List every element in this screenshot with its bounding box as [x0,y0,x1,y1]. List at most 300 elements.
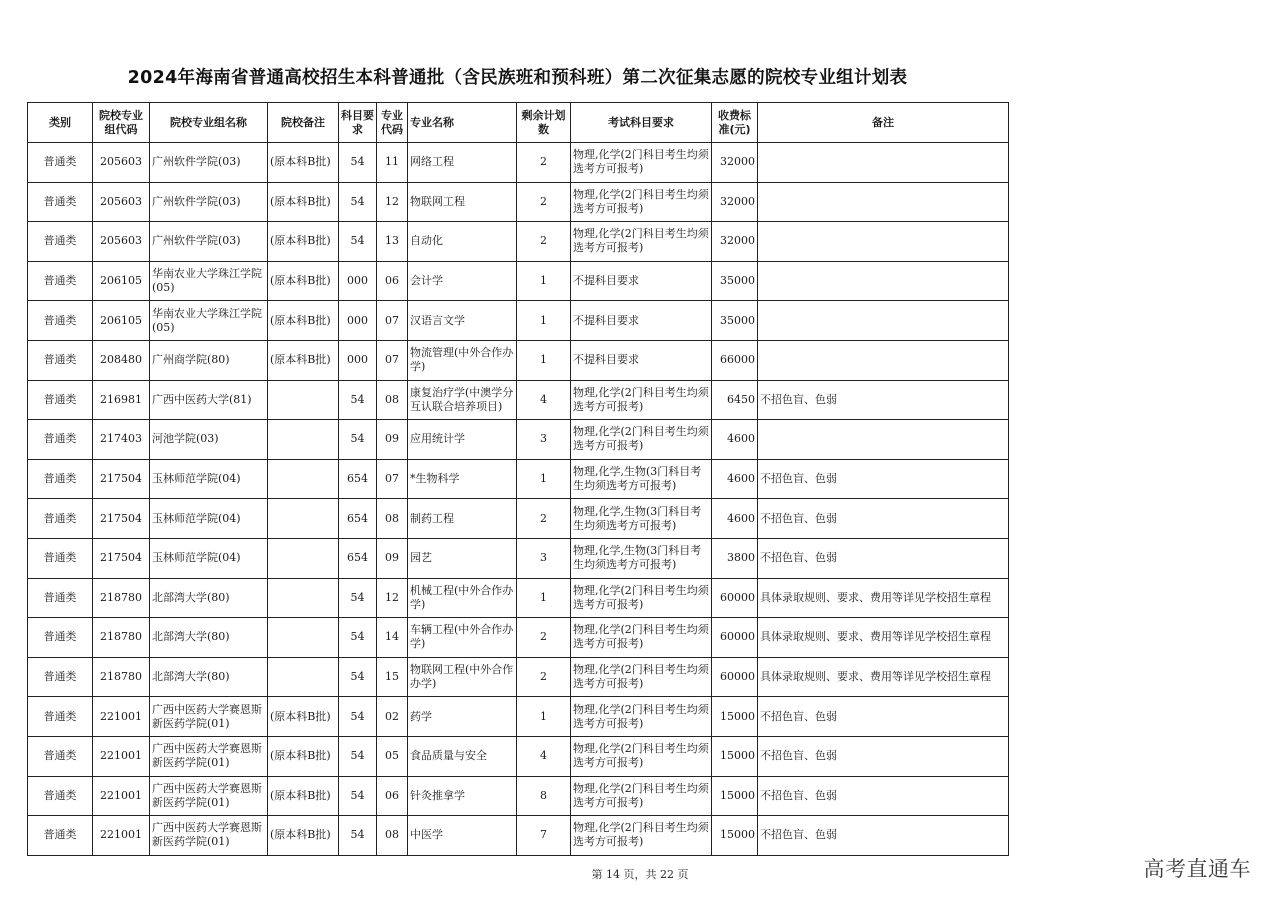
cell-school-note [268,736,339,776]
cell-subject-req-text: 54 [350,432,365,446]
cell-remaining [517,261,571,301]
cell-group-code-text: 206105 [100,313,142,327]
cell-fee [712,222,758,262]
cell-school-note [268,182,339,222]
cell-exam-req-text: 物理,化学(2门科目考生均须选考方可报考) [573,187,709,215]
table-header-row [28,103,1009,143]
cell-exam-req [571,261,712,301]
cell-group-name-text: 玉林师范学院(04) [152,511,241,525]
cell-exam-req-text: 物理,化学(2门科目考生均须选考方可报考) [573,583,709,611]
cell-fee [712,420,758,460]
cell-group-code-text: 217504 [100,551,142,565]
cell-group-code-text: 205603 [100,194,142,208]
cell-major-code-text: 08 [385,511,399,525]
cell-exam-req [571,538,712,578]
cell-major-name-text: 车辆工程(中外合作办学) [410,623,514,651]
cell-fee [712,499,758,539]
cell-major-name [408,340,517,380]
cell-remarks-text: 不招色盲、色弱 [760,511,837,525]
cell-subject-req-text: 54 [350,670,365,684]
cell-fee [712,578,758,618]
cell-major-code [377,261,408,301]
cell-remarks-text: 不招色盲、色弱 [760,828,837,842]
cell-group-code [93,143,150,183]
cell-major-name [408,657,517,697]
cell-major-name-text: 机械工程(中外合作办学) [410,583,514,611]
cell-category-text: 普通类 [43,472,77,486]
cell-group-name [150,736,268,776]
cell-remarks-text: 不招色盲、色弱 [760,472,837,486]
cell-subject-req [339,657,377,697]
cell-group-code-text: 218780 [100,630,142,644]
cell-remaining-text: 4 [540,392,547,406]
cell-school-note [268,340,339,380]
cell-fee [712,816,758,856]
cell-exam-req-text: 物理,化学,生物(3门科目考生均须选考方可报考) [573,465,702,493]
cell-group-code-text: 217504 [100,511,142,525]
cell-category [28,816,93,856]
cell-fee-text: 4600 [727,432,755,446]
cell-fee-text: 15000 [720,828,755,842]
cell-group-code [93,736,150,776]
cell-school-note [268,222,339,262]
table-row [28,222,1009,262]
cell-exam-req [571,736,712,776]
cell-major-name-text: 中医学 [410,828,443,842]
cell-major-name [408,459,517,499]
cell-major-code-text: 11 [385,155,399,169]
cell-group-name [150,182,268,222]
cell-group-code [93,340,150,380]
cell-remarks [758,578,1009,618]
header-remaining: 剩余计划数 [517,103,571,143]
cell-remaining-text: 2 [540,194,547,208]
cell-subject-req-text: 654 [347,511,368,525]
cell-major-code [377,182,408,222]
cell-group-name [150,143,268,183]
cell-major-code-text: 06 [385,788,399,802]
cell-remaining-text: 2 [540,670,547,684]
cell-exam-req-text: 物理,化学(2门科目考生均须选考方可报考) [573,148,709,176]
cell-major-code [377,143,408,183]
cell-subject-req-text: 000 [347,313,368,327]
cell-exam-req [571,697,712,737]
cell-major-name [408,222,517,262]
cell-major-code [377,459,408,499]
cell-subject-req [339,380,377,420]
cell-remaining-text: 2 [540,234,547,248]
cell-fee [712,697,758,737]
cell-major-code-text: 14 [385,630,399,644]
cell-group-code [93,420,150,460]
cell-major-name-text: *生物科学 [410,472,460,486]
header-exam-req: 考试科目要求 [571,103,712,143]
cell-major-code [377,420,408,460]
cell-school-note-text: (原本科B批) [270,274,331,288]
cell-remaining [517,182,571,222]
cell-category-text: 普通类 [43,788,77,802]
cell-remaining [517,143,571,183]
cell-school-note-text: (原本科B批) [270,234,331,248]
cell-remaining [517,420,571,460]
table-row [28,578,1009,618]
cell-remaining [517,578,571,618]
cell-category [28,657,93,697]
cell-group-code [93,657,150,697]
cell-fee-text: 3800 [727,551,755,565]
cell-major-name-text: 物联网工程(中外合作办学) [410,663,514,691]
cell-fee-text: 15000 [720,709,755,723]
cell-fee-text: 15000 [720,749,755,763]
cell-group-code-text: 208480 [100,353,142,367]
cell-subject-req-text: 54 [350,234,365,248]
cell-category-text: 普通类 [43,155,77,169]
cell-major-name [408,301,517,341]
cell-group-code [93,380,150,420]
cell-category [28,618,93,658]
cell-subject-req [339,143,377,183]
cell-fee [712,261,758,301]
cell-group-code-text: 218780 [100,670,142,684]
cell-fee [712,459,758,499]
cell-remaining-text: 1 [540,472,547,486]
cell-subject-req [339,618,377,658]
cell-exam-req-text: 不提科目要求 [573,313,639,327]
cell-group-code [93,459,150,499]
cell-major-name-text: 康复治疗学(中澳学分互认联合培养项目) [410,385,514,413]
cell-group-code [93,816,150,856]
cell-remaining [517,499,571,539]
cell-major-name [408,261,517,301]
cell-remaining-text: 1 [540,313,547,327]
cell-major-name-text: 药学 [410,709,432,723]
cell-major-name-text: 食品质量与安全 [410,749,487,763]
cell-fee [712,736,758,776]
header-category: 类别 [28,103,93,143]
cell-fee-text: 32000 [720,155,755,169]
cell-major-code-text: 07 [385,313,399,327]
header-major-name: 专业名称 [408,103,517,143]
cell-school-note [268,578,339,618]
cell-major-code-text: 12 [385,194,399,208]
cell-remarks [758,301,1009,341]
cell-subject-req [339,816,377,856]
cell-exam-req [571,816,712,856]
cell-major-code-text: 12 [385,590,399,604]
table-row [28,776,1009,816]
cell-remaining [517,340,571,380]
cell-fee-text: 35000 [720,274,755,288]
cell-remaining [517,538,571,578]
table-row [28,420,1009,460]
cell-fee-text: 32000 [720,234,755,248]
cell-major-code [377,816,408,856]
cell-major-name [408,499,517,539]
cell-group-code-text: 221001 [100,828,142,842]
cell-subject-req-text: 54 [350,155,365,169]
cell-category-text: 普通类 [43,511,77,525]
cell-school-note-text: (原本科B批) [270,828,331,842]
cell-school-note-text: (原本科B批) [270,194,331,208]
cell-remaining [517,697,571,737]
cell-fee [712,301,758,341]
cell-remaining [517,459,571,499]
cell-major-code-text: 07 [385,472,399,486]
cell-category [28,143,93,183]
cell-category-text: 普通类 [43,274,77,288]
cell-major-code-text: 09 [385,551,399,565]
cell-category [28,380,93,420]
cell-fee-text: 15000 [720,788,755,802]
cell-category-text: 普通类 [43,630,77,644]
cell-remaining-text: 3 [540,432,547,446]
cell-major-code [377,618,408,658]
cell-major-code [377,538,408,578]
cell-category [28,538,93,578]
cell-subject-req [339,340,377,380]
cell-major-name-text: 物联网工程 [410,194,465,208]
cell-school-note [268,618,339,658]
cell-major-name-text: 制药工程 [410,511,454,525]
cell-subject-req [339,538,377,578]
cell-fee-text: 60000 [720,630,755,644]
cell-exam-req [571,143,712,183]
table-row [28,143,1009,183]
cell-exam-req-text: 不提科目要求 [573,274,639,288]
cell-exam-req [571,301,712,341]
cell-group-name-text: 华南农业大学珠江学院(05) [152,267,262,295]
cell-group-name-text: 北部湾大学(80) [152,590,230,604]
cell-subject-req [339,776,377,816]
cell-group-code-text: 221001 [100,788,142,802]
cell-major-code [377,222,408,262]
cell-subject-req [339,459,377,499]
cell-category [28,261,93,301]
cell-group-code [93,538,150,578]
cell-category-text: 普通类 [43,828,77,842]
cell-remarks [758,618,1009,658]
cell-category [28,578,93,618]
cell-remaining [517,222,571,262]
cell-group-name [150,340,268,380]
cell-category-text: 普通类 [43,709,77,723]
header-remarks: 备注 [758,103,1009,143]
cell-school-note-text: (原本科B批) [270,313,331,327]
cell-subject-req-text: 000 [347,274,368,288]
cell-exam-req [571,578,712,618]
cell-school-note-text: (原本科B批) [270,709,331,723]
cell-group-name [150,776,268,816]
cell-fee-text: 6450 [727,392,755,406]
cell-category-text: 普通类 [43,590,77,604]
cell-exam-req [571,420,712,460]
cell-remaining-text: 2 [540,511,547,525]
cell-major-name-text: 会计学 [410,274,443,288]
cell-school-note-text: (原本科B批) [270,788,331,802]
cell-remaining-text: 1 [540,709,547,723]
cell-school-note [268,657,339,697]
cell-group-code-text: 206105 [100,274,142,288]
cell-school-note [268,538,339,578]
cell-major-code [377,499,408,539]
header-subject-req: 科目要求 [339,103,377,143]
cell-major-name [408,538,517,578]
cell-category-text: 普通类 [43,353,77,367]
cell-group-name [150,420,268,460]
cell-remarks-text: 具体录取规则、要求、费用等详见学校招生章程 [760,630,991,644]
cell-school-note-text: (原本科B批) [270,353,331,367]
table-row [28,340,1009,380]
cell-fee-text: 32000 [720,194,755,208]
cell-category-text: 普通类 [43,234,77,248]
cell-fee [712,538,758,578]
cell-subject-req [339,697,377,737]
cell-group-code [93,578,150,618]
cell-category-text: 普通类 [43,749,77,763]
cell-subject-req [339,420,377,460]
cell-exam-req-text: 物理,化学(2门科目考生均须选考方可报考) [573,663,709,691]
cell-exam-req [571,182,712,222]
cell-remaining-text: 3 [540,551,547,565]
cell-group-name-text: 广西中医药大学(81) [152,392,252,406]
cell-subject-req-text: 000 [347,353,368,367]
cell-group-code [93,499,150,539]
cell-major-name [408,380,517,420]
cell-group-code [93,222,150,262]
cell-exam-req-text: 物理,化学(2门科目考生均须选考方可报考) [573,702,709,730]
cell-subject-req-text: 54 [350,630,365,644]
cell-remarks [758,261,1009,301]
cell-remaining-text: 1 [540,590,547,604]
cell-remaining-text: 2 [540,155,547,169]
cell-exam-req-text: 物理,化学(2门科目考生均须选考方可报考) [573,385,709,413]
cell-subject-req-text: 54 [350,392,365,406]
cell-subject-req [339,578,377,618]
cell-exam-req [571,776,712,816]
cell-fee [712,776,758,816]
cell-major-code [377,776,408,816]
cell-group-name [150,657,268,697]
page-title: 2024年海南省普通高校招生本科普通批（含民族班和预科班）第二次征集志愿的院校专业组计划表 [127,68,908,88]
cell-subject-req [339,301,377,341]
cell-remarks [758,538,1009,578]
cell-group-name [150,222,268,262]
cell-major-code [377,340,408,380]
cell-group-name-text: 广州软件学院(03) [152,194,241,208]
cell-group-name-text: 广西中医药大学赛恩斯新医药学院(01) [152,742,262,770]
cell-group-name [150,459,268,499]
cell-subject-req-text: 654 [347,551,368,565]
cell-group-name-text: 玉林师范学院(04) [152,551,241,565]
cell-school-note [268,261,339,301]
cell-exam-req-text: 物理,化学(2门科目考生均须选考方可报考) [573,821,709,849]
cell-remarks-text: 具体录取规则、要求、费用等详见学校招生章程 [760,590,991,604]
cell-major-name-text: 物流管理(中外合作办学) [410,346,514,374]
page-number: 第 14 页，共 22 页 [591,868,689,881]
cell-school-note [268,301,339,341]
table-body [28,143,1009,856]
cell-category [28,222,93,262]
cell-remaining-text: 8 [540,788,547,802]
cell-subject-req-text: 54 [350,709,365,723]
cell-group-name-text: 华南农业大学珠江学院(05) [152,306,262,334]
header-group-name: 院校专业组名称 [150,103,268,143]
cell-exam-req [571,459,712,499]
cell-major-name [408,618,517,658]
cell-exam-req [571,657,712,697]
header-group-code: 院校专业组代码 [93,103,150,143]
cell-remarks [758,420,1009,460]
cell-group-name [150,816,268,856]
cell-major-name [408,143,517,183]
cell-group-name [150,618,268,658]
cell-major-code-text: 09 [385,432,399,446]
cell-major-name [408,776,517,816]
cell-remarks [758,143,1009,183]
cell-category-text: 普通类 [43,551,77,565]
cell-remarks-text: 不招色盲、色弱 [760,551,837,565]
cell-category-text: 普通类 [43,432,77,446]
cell-subject-req-text: 54 [350,788,365,802]
cell-major-code [377,380,408,420]
cell-subject-req-text: 54 [350,590,365,604]
cell-remarks [758,816,1009,856]
cell-group-name-text: 北部湾大学(80) [152,670,230,684]
cell-major-code-text: 13 [385,234,399,248]
cell-group-name-text: 北部湾大学(80) [152,630,230,644]
cell-major-name [408,578,517,618]
cell-group-code-text: 205603 [100,155,142,169]
cell-remarks [758,459,1009,499]
cell-major-name-text: 园艺 [410,551,432,565]
table-row [28,459,1009,499]
cell-remaining [517,816,571,856]
cell-group-name [150,261,268,301]
table-row [28,697,1009,737]
cell-major-code [377,697,408,737]
cell-school-note [268,380,339,420]
cell-major-code-text: 07 [385,353,399,367]
cell-group-name [150,499,268,539]
cell-group-name-text: 广州软件学院(03) [152,234,241,248]
cell-subject-req-text: 54 [350,749,365,763]
cell-group-code [93,301,150,341]
cell-remaining-text: 2 [540,630,547,644]
cell-subject-req [339,222,377,262]
cell-category [28,340,93,380]
cell-category [28,499,93,539]
cell-category [28,459,93,499]
cell-remarks [758,736,1009,776]
cell-major-code-text: 06 [385,274,399,288]
cell-exam-req-text: 物理,化学(2门科目考生均须选考方可报考) [573,781,709,809]
cell-fee-text: 4600 [727,511,755,525]
cell-major-code-text: 08 [385,392,399,406]
cell-group-name [150,380,268,420]
cell-group-name-text: 广西中医药大学赛恩斯新医药学院(01) [152,702,262,730]
cell-remaining [517,380,571,420]
table-row [28,182,1009,222]
cell-fee-text: 35000 [720,313,755,327]
table-row [28,499,1009,539]
cell-group-code [93,261,150,301]
cell-remaining-text: 1 [540,353,547,367]
cell-category [28,182,93,222]
cell-school-note [268,816,339,856]
cell-group-name [150,301,268,341]
cell-major-name-text: 自动化 [410,234,443,248]
cell-fee-text: 66000 [720,353,755,367]
